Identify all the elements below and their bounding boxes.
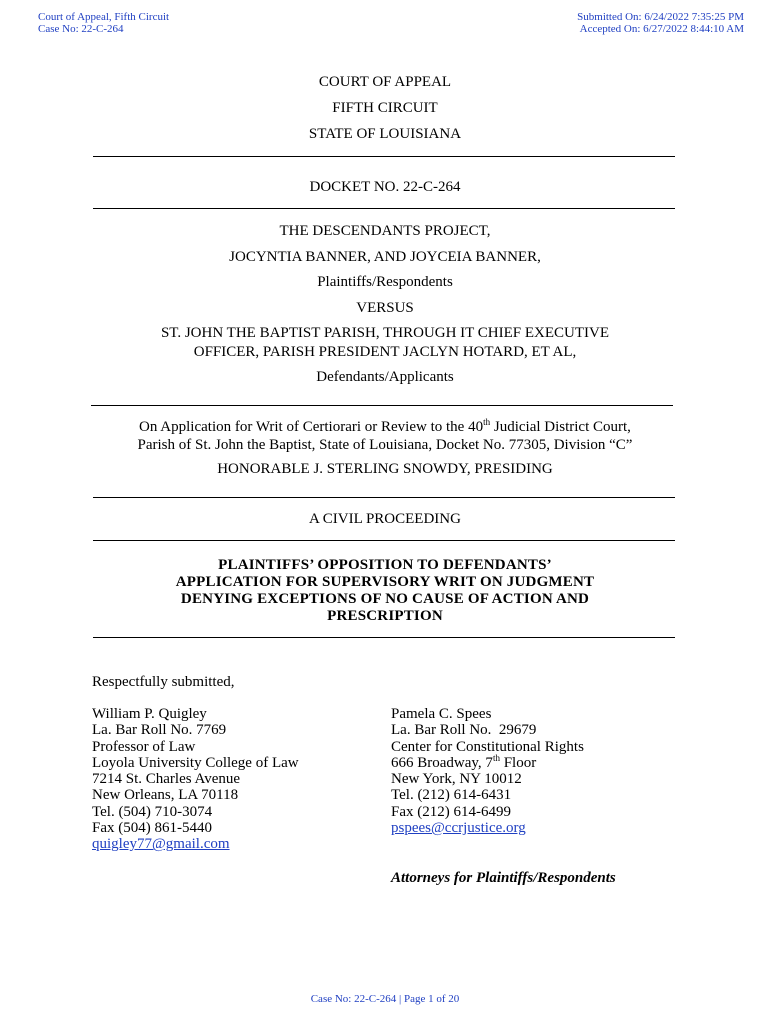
divider: [93, 208, 675, 209]
divider: [93, 637, 675, 638]
presiding-judge: HONORABLE J. STERLING SNOWDY, PRESIDING: [217, 461, 553, 477]
document-title-line-1: PLAINTIFFS’ OPPOSITION TO DEFENDANTS’: [218, 557, 552, 573]
street-address: 7214 St. Charles Avenue: [92, 771, 241, 788]
defendant-line-2: OFFICER, PARISH PRESIDENT JACLYN HOTARD, ET AL,: [193, 344, 577, 360]
city-state-zip: New Orleans, LA 70118: [92, 787, 239, 804]
bar-roll-number: La. Bar Roll No. 7769: [92, 722, 227, 739]
telephone: Tel. (212) 614-6431: [391, 787, 512, 804]
plaintiff-line-2: JOCYNTIA BANNER, AND JOYCEIA BANNER,: [229, 249, 541, 265]
stamp-submitted: Submitted On: 6/24/2022 7:35:25 PM: [577, 11, 744, 23]
court-circuit: FIFTH CIRCUIT: [332, 100, 438, 116]
document-title-line-3: DENYING EXCEPTIONS OF NO CAUSE OF ACTION AND: [180, 591, 590, 607]
attorney-block-spees: [391, 706, 584, 836]
stamp-court: Court of Appeal, Fifth Circuit: [38, 11, 170, 23]
stamp-case-number: Case No: 22-C-264: [38, 23, 124, 35]
defendant-role: Defendants/Applicants: [316, 369, 454, 385]
application-line-1: On Application for Writ of Certiorari or Review to the 40th Judicial District Court,: [139, 417, 631, 435]
organization: Center for Constitutional Rights: [391, 738, 584, 755]
docket-number: DOCKET NO. 22-C-264: [309, 179, 461, 195]
attorney-name: William P. Quigley: [92, 706, 207, 722]
divider: [91, 405, 673, 406]
plaintiff-line-1: THE DESCENDANTS PROJECT,: [279, 223, 491, 239]
attorney-title: Professor of Law: [92, 738, 196, 755]
divider: [93, 497, 675, 498]
page-footer: Case No: 22-C-264 | Page 1 of 20: [310, 993, 460, 1005]
email-link[interactable]: pspees@ccrjustice.org: [391, 820, 526, 837]
filing-stamp-left: [38, 11, 169, 35]
organization: Loyola University College of Law: [92, 754, 299, 771]
divider: [93, 156, 675, 157]
attorney-block-quigley: [92, 706, 299, 853]
proceeding-type: A CIVIL PROCEEDING: [309, 511, 461, 527]
street-address: 666 Broadway, 7th Floor: [391, 752, 537, 771]
court-state: STATE OF LOUISIANA: [308, 126, 462, 142]
versus: VERSUS: [356, 300, 414, 316]
fax: Fax (212) 614-6499: [391, 803, 511, 820]
plaintiff-role: Plaintiffs/Respondents: [317, 274, 453, 290]
document-title-line-2: APPLICATION FOR SUPERVISORY WRIT ON JUDGMENT: [175, 574, 595, 590]
document-title-line-4: PRESCRIPTION: [327, 608, 443, 624]
email-link[interactable]: quigley77@gmail.com: [92, 836, 230, 853]
bar-roll-number: La. Bar Roll No. 29679: [391, 722, 537, 739]
signature-role: Attorneys for Plaintiffs/Respondents: [391, 870, 616, 886]
city-state-zip: New York, NY 10012: [391, 771, 522, 788]
fax: Fax (504) 861-5440: [92, 820, 212, 837]
respectfully-submitted: Respectfully submitted,: [92, 674, 235, 690]
telephone: Tel. (504) 710-3074: [92, 803, 213, 820]
filing-stamp-right: [577, 11, 744, 35]
defendant-line-1: ST. JOHN THE BAPTIST PARISH, THROUGH IT CHIEF EXECUTIVE: [160, 325, 610, 341]
court-name: COURT OF APPEAL: [318, 74, 452, 90]
stamp-accepted: Accepted On: 6/27/2022 8:44:10 AM: [579, 23, 744, 35]
divider: [93, 540, 675, 541]
attorney-name: Pamela C. Spees: [391, 706, 492, 722]
application-line-2: Parish of St. John the Baptist, State of Louisiana, Docket No. 77305, Division “C”: [137, 437, 633, 453]
